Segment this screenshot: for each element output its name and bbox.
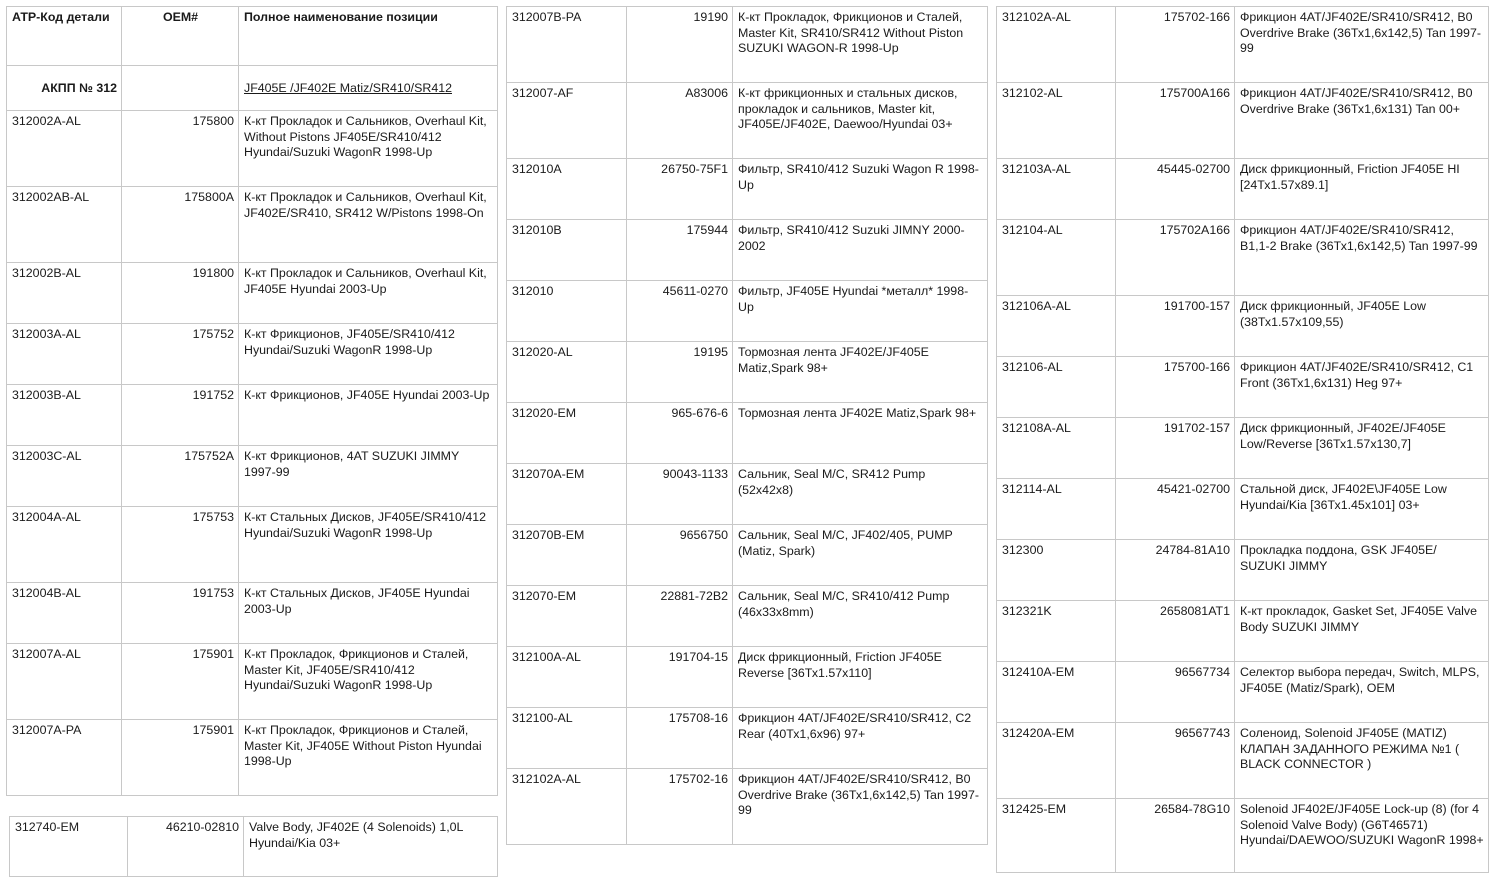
oem-number-cell: 175708-16 [627, 708, 733, 769]
header-oem: OEM# [122, 7, 239, 66]
part-code-cell: 312420A-EM [997, 723, 1116, 799]
part-name-cell: Стальной диск, JF402E\JF405E Low Hyundai/Kia [36Тх1.45х101] 03+ [1235, 479, 1489, 540]
part-name-cell: Диск фрикционный, JF402E/JF405E Low/Reverse [36Тх1.57х130,7] [1235, 418, 1489, 479]
oem-number-cell: 45611-0270 [627, 281, 733, 342]
oem-number-cell: 175702A166 [1116, 220, 1235, 296]
oem-number-cell: 45421-02700 [1116, 479, 1235, 540]
table-row [7, 385, 498, 446]
oem-number-cell: 9656750 [627, 525, 733, 586]
oem-number-cell: 175901 [122, 644, 239, 720]
header-row [7, 7, 498, 66]
oem-number-cell: 175753 [122, 507, 239, 583]
part-name-cell: Фрикцион 4AT/JF402E/SR410/SR412, C2 Rear (40Тх1,6х96) 97+ [733, 708, 988, 769]
table-row [507, 647, 988, 708]
oem-number-cell: 45445-02700 [1116, 159, 1235, 220]
table-row [507, 7, 988, 83]
part-name-cell: К-кт Стальных Дисков, JF405E Hyundai 2003-Up [239, 583, 498, 644]
table-row [997, 540, 1489, 601]
table-row [7, 507, 498, 583]
group-link[interactable]: JF405E /JF402E Matiz/SR410/SR412 [239, 66, 498, 111]
part-name-cell: Тормозная лента JF402E Matiz,Spark 98+ [733, 403, 988, 464]
oem-number-cell: 191753 [122, 583, 239, 644]
part-code-cell: 312007-AF [507, 83, 627, 159]
part-name-cell: К-кт Прокладок и Сальников, Overhaul Kit, JF405E Hyundai 2003-Up [239, 263, 498, 324]
group-row [7, 66, 498, 111]
part-code-cell: 312103A-AL [997, 159, 1116, 220]
table-row [997, 220, 1489, 296]
part-name-cell: К-кт Прокладок, Фрикционов и Сталей, Master Kit, JF405E/SR410/412 Hyundai/Suzuki WagonR 1998-Up [239, 644, 498, 720]
part-code-cell: 312003A-AL [7, 324, 122, 385]
group-empty-cell [122, 66, 239, 111]
oem-number-cell: 175944 [627, 220, 733, 281]
part-code-cell: 312007A-PA [7, 720, 122, 796]
part-code-cell: 312100A-AL [507, 647, 627, 708]
part-code-cell: 312002B-AL [7, 263, 122, 324]
table-row [997, 83, 1489, 159]
oem-number-cell: 19195 [627, 342, 733, 403]
table-row [507, 403, 988, 464]
part-name-cell: Диск фрикционный, JF405E Low (38Тх1.57х109,55) [1235, 296, 1489, 357]
oem-number-cell: 19190 [627, 7, 733, 83]
part-code-cell: 312007B-PA [507, 7, 627, 83]
oem-number-cell: 175800A [122, 187, 239, 263]
parts-table-col1-b [9, 816, 498, 877]
part-name-cell: Фрикцион 4AT/JF402E/SR410/SR412, B0 Overdrive Brake (36Тх1,6х142,5) Tan 1997-99 [1235, 7, 1489, 83]
part-code-cell: 312102A-AL [997, 7, 1116, 83]
part-code-cell: 312004A-AL [7, 507, 122, 583]
part-name-cell: К-кт Прокладок, Фрикционов и Сталей, Master Kit, SR410/SR412 Without Piston SUZUKI WAGON-R 1998-Up [733, 7, 988, 83]
part-name-cell: К-кт Фрикционов, JF405E Hyundai 2003-Up [239, 385, 498, 446]
part-name-cell: Фрикцион 4AT/JF402E/SR410/SR412, B1,1-2 Brake (36Тх1,6х142,5) Tan 1997-99 [1235, 220, 1489, 296]
table-row [997, 479, 1489, 540]
part-code-cell: 312070B-EM [507, 525, 627, 586]
part-name-cell: К-кт Фрикционов, JF405E/SR410/412 Hyundai/Suzuki WagonR 1998-Up [239, 324, 498, 385]
table-row [997, 357, 1489, 418]
table-row [507, 708, 988, 769]
oem-number-cell: 90043-1133 [627, 464, 733, 525]
table-row [7, 720, 498, 796]
header-name: Полное наименование позиции [239, 7, 498, 66]
oem-number-cell: 2658081AT1 [1116, 601, 1235, 662]
oem-number-cell: 175702-16 [627, 769, 733, 845]
part-name-cell: Диск фрикционный, Friction JF405E Reverse [36Тх1.57х110] [733, 647, 988, 708]
oem-number-cell: 26584-78G10 [1116, 799, 1235, 873]
table-row [997, 723, 1489, 799]
table-row [507, 83, 988, 159]
part-name-cell: Фрикцион 4AT/JF402E/SR410/SR412, C1 Front (36Тх1,6х131) Heg 97+ [1235, 357, 1489, 418]
part-name-cell: Фильтр, SR410/412 Suzuki JIMNY 2000-2002 [733, 220, 988, 281]
parts-table-col1 [6, 6, 498, 796]
part-code-cell: 312104-AL [997, 220, 1116, 296]
table-row [10, 817, 498, 877]
table-row [997, 662, 1489, 723]
part-code-cell: 312102A-AL [507, 769, 627, 845]
part-name-cell: К-кт Прокладок и Сальников, Overhaul Kit, Without Pistons JF405E/SR410/412 Hyundai/Suzuki WagonR 1998-Up [239, 111, 498, 187]
oem-number-cell: 191752 [122, 385, 239, 446]
part-code-cell: 312102-AL [997, 83, 1116, 159]
oem-number-cell: 175702-166 [1116, 7, 1235, 83]
table-row [507, 342, 988, 403]
part-name-cell: Тормозная лента JF402E/JF405E Matiz,Spark 98+ [733, 342, 988, 403]
header-code: АТР-Код детали [7, 7, 122, 66]
oem-number-cell: 175752 [122, 324, 239, 385]
table-row [507, 281, 988, 342]
part-code-cell: 312100-AL [507, 708, 627, 769]
oem-number-cell: 175752A [122, 446, 239, 507]
table-row [507, 525, 988, 586]
table-row [507, 159, 988, 220]
part-code-cell: 312300 [997, 540, 1116, 601]
part-code-cell: 312425-EM [997, 799, 1116, 873]
part-code-cell: 312010 [507, 281, 627, 342]
oem-number-cell: 46210-02810 [128, 817, 244, 877]
part-code-cell: 312410A-EM [997, 662, 1116, 723]
part-name-cell: Сальник, Seal M/C, JF402/405, PUMP (Matiz, Spark) [733, 525, 988, 586]
part-code-cell: 312108A-AL [997, 418, 1116, 479]
oem-number-cell: 191702-157 [1116, 418, 1235, 479]
table-row [997, 7, 1489, 83]
part-code-cell: 312007A-AL [7, 644, 122, 720]
oem-number-cell: 965-676-6 [627, 403, 733, 464]
part-name-cell: Valve Body, JF402E (4 Solenoids) 1,0L Hyundai/Kia 03+ [244, 817, 498, 877]
table-row [997, 601, 1489, 662]
oem-number-cell: 96567743 [1116, 723, 1235, 799]
part-name-cell: К-кт Прокладок и Сальников, Overhaul Kit, JF402E/SR410, SR412 W/Pistons 1998-On [239, 187, 498, 263]
table-row [997, 296, 1489, 357]
oem-number-cell: 26750-75F1 [627, 159, 733, 220]
part-code-cell: 312003C-AL [7, 446, 122, 507]
parts-table-col3 [996, 6, 1489, 873]
part-name-cell: К-кт фрикционных и стальных дисков, прокладок и сальников, Master kit, JF405E/JF402E, Daewoo/Hyundai 03+ [733, 83, 988, 159]
part-name-cell: Фильтр, JF405E Hyundai *металл* 1998-Up [733, 281, 988, 342]
part-name-cell: К-кт Прокладок, Фрикционов и Сталей, Master Kit, JF405E Without Piston Hyundai 1998-Up [239, 720, 498, 796]
part-code-cell: 312002AB-AL [7, 187, 122, 263]
part-code-cell: 312070-EM [507, 586, 627, 647]
part-name-cell: К-кт прокладок, Gasket Set, JF405E Valve Body SUZUKI JIMMY [1235, 601, 1489, 662]
part-name-cell: К-кт Стальных Дисков, JF405E/SR410/412 Hyundai/Suzuki WagonR 1998-Up [239, 507, 498, 583]
part-code-cell: 312106-AL [997, 357, 1116, 418]
oem-number-cell: 191800 [122, 263, 239, 324]
oem-number-cell: 191704-15 [627, 647, 733, 708]
part-code-cell: 312321K [997, 601, 1116, 662]
part-code-cell: 312020-EM [507, 403, 627, 464]
table-row [507, 220, 988, 281]
table-row [997, 159, 1489, 220]
part-code-cell: 312114-AL [997, 479, 1116, 540]
part-name-cell: Фрикцион 4AT/JF402E/SR410/SR412, B0 Overdrive Brake (36Тх1,6х142,5) Tan 1997-99 [733, 769, 988, 845]
oem-number-cell: A83006 [627, 83, 733, 159]
oem-number-cell: 175901 [122, 720, 239, 796]
part-name-cell: Фильтр, SR410/412 Suzuki Wagon R 1998-Up [733, 159, 988, 220]
group-label: АКПП № 312 [7, 66, 122, 111]
table-row [507, 464, 988, 525]
table-row [997, 799, 1489, 873]
oem-number-cell: 175800 [122, 111, 239, 187]
part-name-cell: Соленоид, Solenoid JF405E (MATIZ) КЛАПАН ЗАДАННОГО РЕЖИМА №1 ( BLACK CONNECTOR ) [1235, 723, 1489, 799]
part-name-cell: Solenoid JF402E/JF405E Lock-up (8) (for 4 Solenoid Valve Body) (G6T46571) Hyundai/DAEWOO/SUZUKI WagonR 1998+ [1235, 799, 1489, 873]
part-code-cell: 312106A-AL [997, 296, 1116, 357]
table-row [507, 586, 988, 647]
part-code-cell: 312004B-AL [7, 583, 122, 644]
part-code-cell: 312003B-AL [7, 385, 122, 446]
oem-number-cell: 175700-166 [1116, 357, 1235, 418]
oem-number-cell: 24784-81A10 [1116, 540, 1235, 601]
part-name-cell: Сальник, Seal M/C, SR410/412 Pump (46x33x8mm) [733, 586, 988, 647]
part-code-cell: 312740-EM [10, 817, 128, 877]
table-row [997, 418, 1489, 479]
table-row [7, 263, 498, 324]
table-row [7, 324, 498, 385]
table-row [7, 111, 498, 187]
part-name-cell: Прокладка поддона, GSK JF405E/ SUZUKI JIMMY [1235, 540, 1489, 601]
part-name-cell: Фрикцион 4AT/JF402E/SR410/SR412, B0 Overdrive Brake (36Тх1,6х131) Tan 00+ [1235, 83, 1489, 159]
part-code-cell: 312010A [507, 159, 627, 220]
table-row [7, 446, 498, 507]
part-code-cell: 312070A-EM [507, 464, 627, 525]
part-code-cell: 312010B [507, 220, 627, 281]
part-name-cell: Сальник, Seal M/C, SR412 Pump (52x42x8) [733, 464, 988, 525]
table-row [7, 644, 498, 720]
table-row [7, 187, 498, 263]
parts-table-col2 [506, 6, 988, 845]
part-name-cell: Диск фрикционный, Friction JF405E HI [24Тх1.57х89.1] [1235, 159, 1489, 220]
oem-number-cell: 191700-157 [1116, 296, 1235, 357]
table-row [507, 769, 988, 845]
part-code-cell: 312002A-AL [7, 111, 122, 187]
part-name-cell: К-кт Фрикционов, 4AT SUZUKI JIMMY 1997-99 [239, 446, 498, 507]
oem-number-cell: 96567734 [1116, 662, 1235, 723]
oem-number-cell: 22881-72B2 [627, 586, 733, 647]
part-code-cell: 312020-AL [507, 342, 627, 403]
table-row [7, 583, 498, 644]
part-name-cell: Селектор выбора передач, Switch, MLPS, JF405E (Matiz/Spark), OEM [1235, 662, 1489, 723]
oem-number-cell: 175700A166 [1116, 83, 1235, 159]
